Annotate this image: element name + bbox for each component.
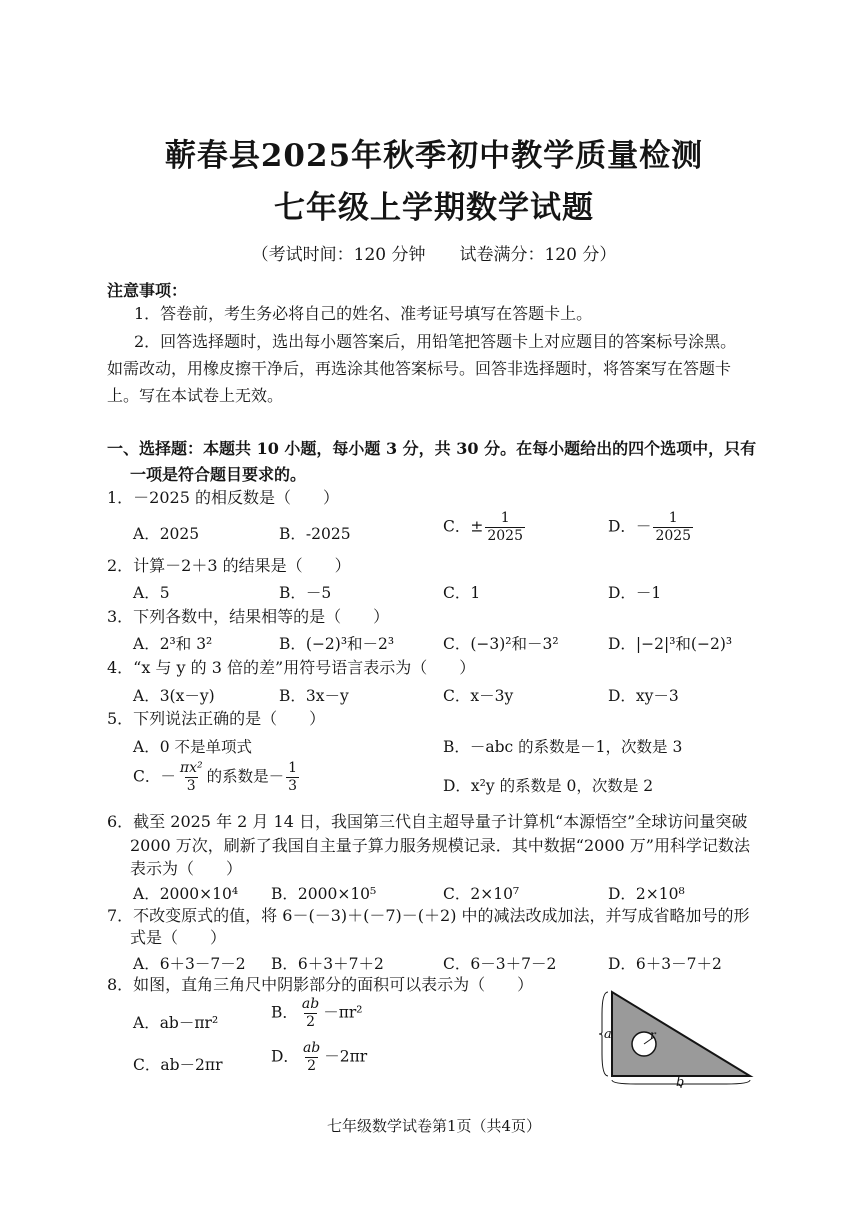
question-7-option-d: D．6＋3－7＋2 [608, 955, 722, 973]
question-3-option-b: B．(−2)³和－2³ [279, 635, 395, 653]
question-5-option-c [133, 760, 301, 795]
triangle-ruler-figure [596, 984, 766, 1094]
question-7-option-a: A．6＋3－7－2 [133, 955, 246, 973]
question-5-option-a: A．0 不是单项式 [133, 738, 252, 756]
question-2-option-b: B．－5 [279, 584, 332, 602]
triangle-shape [612, 992, 750, 1076]
question-1-option-c-prefix: C．± [443, 517, 484, 536]
question-5-option-d: D．x²y 的系数是 0，次数是 2 [443, 777, 654, 795]
exam-title-line1: 蕲春县2025年秋季初中教学质量检测 [164, 138, 704, 174]
question-1-option-c [443, 510, 527, 545]
height-label: a [604, 1027, 612, 1042]
question-2-option-a: A．5 [133, 584, 170, 602]
question-4-option-c: C．x－3y [443, 687, 514, 705]
fraction [653, 510, 693, 545]
question-8-option-b [271, 996, 363, 1031]
question-5-option-c-middle: 的系数是－ [206, 767, 285, 786]
fraction-numerator: ab [301, 996, 320, 1012]
question-5-stem: 5．下列说法正确的是（ ） [107, 709, 326, 728]
fraction [178, 760, 205, 795]
notice-heading: 注意事项： [107, 281, 188, 300]
question-2-option-d: D．－1 [608, 584, 662, 602]
question-8-option-d-prefix: D． [271, 1047, 299, 1066]
question-1-stem: 1．－2025 的相反数是（ ） [107, 488, 339, 507]
fraction-numerator: ab [302, 1040, 321, 1056]
section1-heading-line2: 一项是符合题目要求的。 [130, 465, 307, 484]
fraction-denominator: 2025 [487, 528, 523, 544]
question-6-line2: 2000 万次，刷新了我国自主量子算力服务规模记录．其中数据“2000 万”用科学记数法 [130, 836, 750, 855]
question-8-option-d-suffix: －2πr [324, 1047, 368, 1066]
notice-item-2-line2: 如需改动，用橡皮擦干净后，再选涂其他答案标号。回答非选择题时，将答案写在答题卡 [107, 359, 732, 378]
question-7-option-b: B．6＋3＋7＋2 [271, 955, 384, 973]
question-8-option-d [271, 1040, 367, 1075]
question-2-option-c: C．1 [443, 584, 481, 602]
question-4-option-a: A．3(x－y) [133, 687, 215, 705]
fraction [286, 760, 299, 795]
exam-info: （考试时间：120 分钟 试卷满分：120 分） [251, 245, 617, 265]
fraction-numerator: πx² [179, 760, 203, 776]
fraction-denominator: 3 [288, 778, 298, 794]
question-3-option-a: A．2³和 3² [133, 635, 213, 653]
fraction-numerator: 1 [500, 510, 510, 526]
question-7-option-c: C．6－3＋7－2 [443, 955, 557, 973]
question-6-option-c: C．2×10⁷ [443, 885, 520, 903]
fraction-denominator: 2025 [655, 528, 692, 544]
question-3-option-d: D．|−2|³和(−2)³ [608, 635, 733, 653]
notice-item-1: 1．答卷前，考生务必将自己的姓名、准考证号填写在答题卡上。 [134, 304, 593, 323]
question-2-stem: 2．计算－2＋3 的结果是（ ） [107, 556, 351, 575]
question-7-line1: 7．不改变原式的值，将 6－(－3)＋(－7)－(＋2) 中的减法改成加法，并写成省略加号的形 [107, 906, 750, 925]
question-3-stem: 3．下列各数中，结果相等的是（ ） [107, 607, 390, 626]
question-1-option-b: B．-2025 [279, 525, 351, 543]
page-footer: 七年级数学试卷第1页（共4页） [326, 1117, 542, 1135]
fraction-numerator: 1 [668, 510, 678, 526]
fraction-denominator: 2 [306, 1014, 315, 1030]
question-7-line2: 式是（ ） [130, 928, 227, 947]
section1-heading-line1: 一、选择题：本题共 10 小题，每小题 3 分，共 30 分。在每小题给出的四个选项中，只有 [107, 439, 757, 458]
notice-item-2-line1: 2．回答选择题时，选出每小题答案后，用铅笔把答题卡上对应题目的答案标号涂黑。 [134, 332, 737, 351]
fraction [301, 1040, 322, 1075]
question-6-option-d: D．2×10⁸ [608, 885, 685, 903]
question-3-option-c: C．(−3)²和－3² [443, 635, 559, 653]
question-1-option-a: A．2025 [133, 525, 200, 543]
question-4-option-d: D．xy－3 [608, 687, 679, 705]
question-4-option-b: B．3x－y [279, 687, 349, 705]
question-8-option-c: C．ab－2πr [133, 1056, 223, 1074]
question-5-option-c-prefix: C．－ [133, 767, 176, 786]
base-label: b [676, 1075, 685, 1090]
fraction [485, 510, 525, 545]
question-4-stem: 4．“x 与 y 的 3 倍的差”用符号语言表示为（ ） [107, 658, 476, 677]
question-8-option-b-prefix: B． [271, 1003, 298, 1022]
fraction [300, 996, 321, 1031]
question-8-option-b-suffix: －πr² [323, 1003, 363, 1022]
question-6-option-a: A．2000×10⁴ [133, 885, 239, 903]
radius-label: r [650, 1028, 656, 1042]
question-1-option-d [608, 510, 695, 545]
question-6-line3: 表示为（ ） [130, 859, 243, 878]
fraction-denominator: 2 [307, 1058, 317, 1074]
question-1-option-d-prefix: D．－ [608, 517, 652, 536]
question-5-option-b: B．－abc 的系数是－1，次数是 3 [443, 738, 683, 756]
notice-item-2-line3: 上。写在本试卷上无效。 [107, 386, 284, 405]
question-8-stem: 8．如图，直角三角尺中阴影部分的面积可以表示为（ ） [107, 975, 534, 994]
question-8-option-a: A．ab－πr² [133, 1014, 219, 1032]
question-6-option-b: B．2000×10⁵ [271, 885, 377, 903]
fraction-denominator: 3 [186, 778, 196, 794]
exam-title-line2: 七年级上学期数学试题 [274, 190, 594, 226]
question-6-line1: 6．截至 2025 年 2 月 14 日，我国第三代自主超导量子计算机“本源悟空”全球访问量突破 [107, 812, 748, 831]
fraction-numerator: 1 [288, 760, 298, 776]
